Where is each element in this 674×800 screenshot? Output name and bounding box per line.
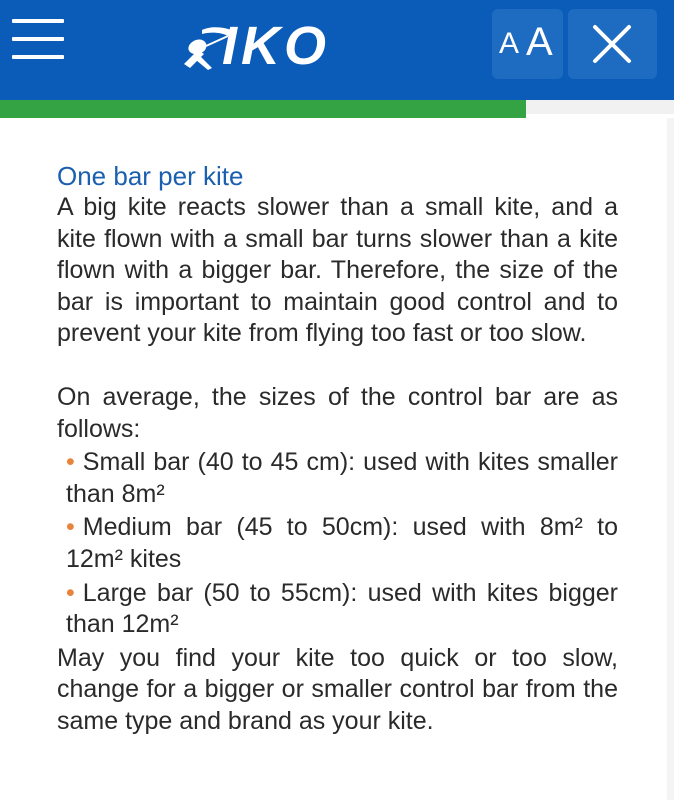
progress-fill <box>0 100 526 118</box>
close-icon <box>592 24 632 64</box>
list-item-text: Small bar (40 to 45 cm): used with kites smaller than 8m² <box>66 448 618 508</box>
bar-size-list <box>57 447 618 641</box>
article-content <box>57 160 618 738</box>
font-size-small-glyph: A <box>499 27 520 60</box>
paragraph-average-sizes: On average, the sizes of the control bar are as follows: <box>57 382 618 443</box>
logo-text: IKO <box>222 16 331 76</box>
paragraph-bar-size: A big kite reacts slower than a small kite, and a kite flown with a small bar turns slower than a kite flown with a bigger bar. Therefore, the size of the bar is important to maintain good control and to prevent your kite from flying too fast or too slow. <box>57 193 618 348</box>
list-item-text: Medium bar (45 to 50cm): used with 8m² to 12m² kites <box>66 513 618 573</box>
reading-progress-bar <box>0 100 674 118</box>
hamburger-menu-icon[interactable] <box>10 14 66 64</box>
bullet-icon: • <box>66 578 75 607</box>
section-title: One bar per kite <box>57 161 244 191</box>
iko-logo <box>180 16 380 76</box>
close-button[interactable] <box>568 9 657 79</box>
list-item <box>57 512 618 575</box>
font-size-button[interactable] <box>492 9 563 79</box>
list-item <box>57 578 618 641</box>
font-size-large-glyph: A <box>526 20 553 64</box>
progress-remaining <box>526 100 674 114</box>
list-item-text: Large bar (50 to 55cm): used with kites bigger than 12m² <box>66 578 618 639</box>
list-item <box>57 447 618 510</box>
bullet-icon: • <box>66 513 75 542</box>
scrollbar[interactable] <box>667 118 674 800</box>
top-app-bar <box>0 0 674 100</box>
paragraph-change-bar: May you find your kite too quick or too slow, change for a bigger or smaller control bar from the same type and brand as your kite. <box>57 643 618 735</box>
bullet-icon: • <box>66 448 75 477</box>
